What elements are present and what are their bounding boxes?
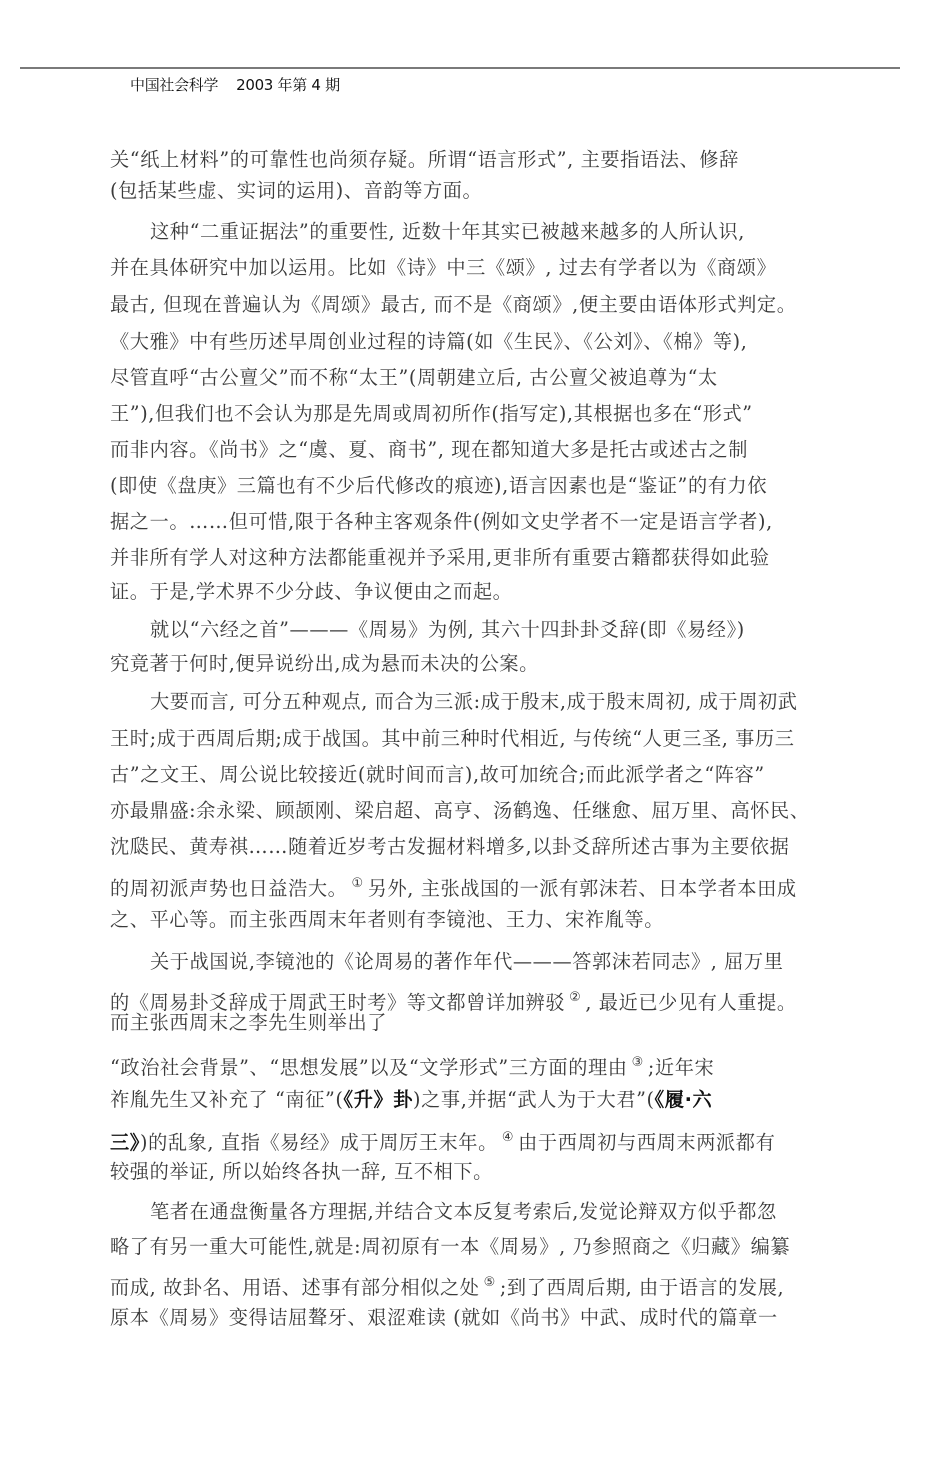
line-text: 大要而言, 可分五种观点, 而合为三派:成于殷末,成于殷末周初, 成于周初武 bbox=[150, 690, 798, 713]
line-text: (包括某些虚、实词的运用)、音韵等方面。 bbox=[110, 179, 483, 202]
bold-text: 《履·六 bbox=[654, 1088, 713, 1111]
text-line bbox=[110, 1050, 830, 1081]
footnote-marker: ④ bbox=[501, 1130, 515, 1145]
text-line bbox=[110, 726, 830, 752]
line-text: , 最近已少见有人重提。 bbox=[585, 991, 797, 1014]
line-text: 证。于是,学术界不少分歧、争议便由之而起。 bbox=[110, 580, 513, 603]
text-line bbox=[110, 365, 830, 391]
line-text: 并非所有学人对这种方法都能重视并予采用,更非所有重要古籍都获得如此验 bbox=[110, 546, 770, 569]
footnote-marker: ③ bbox=[631, 1055, 644, 1070]
text-line bbox=[150, 689, 870, 715]
text-line bbox=[110, 907, 830, 933]
text-line bbox=[110, 473, 830, 499]
text-line bbox=[110, 651, 830, 677]
text-line bbox=[150, 617, 870, 643]
text-line bbox=[150, 1199, 870, 1225]
text-line bbox=[110, 437, 830, 463]
text-line bbox=[110, 579, 830, 605]
text-line bbox=[110, 1270, 830, 1301]
line-text: 的周初派声势也日益浩大。 bbox=[110, 877, 348, 900]
line-text: )的乱象, 直指《易经》成于周厉王末年。 bbox=[139, 1131, 498, 1154]
footnote-marker: ⑤ bbox=[483, 1275, 496, 1290]
line-text: 王时;成于西周后期;成于战国。其中前三种时代相近, 与传统“人更三圣, 事历三 bbox=[110, 727, 795, 750]
text-line bbox=[110, 1125, 830, 1156]
text-line bbox=[110, 545, 830, 571]
line-text: 的《周易卦爻辞成于周武王时考》等文都曾详加辨驳 bbox=[110, 991, 566, 1014]
line-text: 另外, 主张战国的一派有郭沫若、日本学者本田成 bbox=[367, 877, 797, 900]
line-text: 较强的举证, 所以始终各执一辞, 互不相下。 bbox=[110, 1160, 493, 1183]
line-text: )之事,并据“武人为于大君”( bbox=[413, 1088, 655, 1111]
text-line bbox=[110, 509, 830, 535]
line-text: 由于西周初与西周末两派都有 bbox=[518, 1131, 776, 1154]
line-text: ;到了西周后期, 由于语言的发展, bbox=[499, 1276, 785, 1299]
line-text: 古”之文王、周公说比较接近(就时间而言),故可加统合;而此派学者之“阵容” bbox=[110, 763, 765, 786]
line-text: 并在具体研究中加以运用。比如《诗》中三《颂》, 过去有学者以为《商颂》 bbox=[110, 256, 777, 279]
text-line bbox=[110, 178, 830, 204]
line-text: ;近年宋 bbox=[647, 1056, 715, 1079]
line-text: 关“纸上材料”的可靠性也尚须存疑。所谓“语言形式”, 主要指语法、修辞 bbox=[110, 148, 739, 171]
text-line bbox=[150, 219, 870, 245]
text-line bbox=[110, 1087, 830, 1113]
line-text: 最古, 但现在普遍认为《周颂》最古, 而不是《商颂》,便主要由语体形式判定。 bbox=[110, 293, 797, 316]
line-text: 王”),但我们也不会认为那是先周或周初所作(指写定),其根据也多在“形式” bbox=[110, 402, 753, 425]
text-line bbox=[110, 292, 830, 318]
text-line bbox=[110, 1159, 830, 1185]
footnote-marker: ② bbox=[569, 990, 582, 1005]
line-text: 《大雅》中有些历述早周创业过程的诗篇(如《生民》、《公刘》、《棉》等), bbox=[110, 330, 748, 353]
text-line bbox=[110, 871, 830, 902]
line-text: 这种“二重证据法”的重要性, 近数十年其实已被越来越多的人所认识, bbox=[150, 220, 745, 243]
text-line bbox=[110, 798, 830, 824]
line-text: 亦最鼎盛:余永梁、顾颉刚、梁启超、高亨、汤鹤逸、任继愈、屈万里、高怀民、 bbox=[110, 799, 810, 822]
line-text: 祚胤先生又补充了 “南征”( bbox=[110, 1088, 344, 1111]
text-line bbox=[110, 1010, 830, 1036]
text-line bbox=[150, 949, 870, 975]
text-line bbox=[110, 1305, 830, 1331]
line-text: (即使《盘庚》三篇也有不少后代修改的痕迹),语言因素也是“鉴证”的有力依 bbox=[110, 474, 768, 497]
line-text: 而非内容。《尚书》之“虞、夏、商书”, 现在都知道大多是托古或述古之制 bbox=[110, 438, 749, 461]
text-line bbox=[110, 329, 830, 355]
line-text: 关于战国说,李镜池的《论周易的著作年代———答郭沫若同志》, 屈万里 bbox=[150, 950, 784, 973]
line-text: 就以“六经之首”———《周易》为例, 其六十四卦卦爻辞(即《易经》) bbox=[150, 618, 745, 641]
line-text: 沈瓞民、黄寿祺……随着近岁考古发掘材料增多,以卦爻辞所述古事为主要依据 bbox=[110, 835, 790, 858]
line-text: 究竟著于何时,便异说纷出,成为悬而未决的公案。 bbox=[110, 652, 539, 675]
text-line bbox=[110, 762, 830, 788]
bold-text: 三》 bbox=[110, 1131, 140, 1154]
line-text: “政治社会背景”、“思想发展”以及“文学形式”三方面的理由 bbox=[110, 1056, 628, 1079]
line-text: 之、平心等。而主张西周末年者则有李镜池、王力、宋祚胤等。 bbox=[110, 908, 665, 931]
line-text: 略了有另一重大可能性,就是:周初原有一本《周易》, 乃参照商之《归藏》编纂 bbox=[110, 1235, 791, 1258]
text-line bbox=[110, 255, 830, 281]
issue-label: 2003 年第 4 期 bbox=[236, 76, 340, 94]
text-line bbox=[110, 834, 830, 860]
line-text: 笔者在通盘衡量各方理据,并结合文本反复考索后,发觉论辩双方似乎都忽 bbox=[150, 1200, 777, 1223]
line-text: 而成, 故卦名、用语、述事有部分相似之处 bbox=[110, 1276, 480, 1299]
line-text: 据之一。……但可惜,限于各种主客观条件(例如文史学者不一定是语言学者), bbox=[110, 510, 773, 533]
running-head bbox=[130, 74, 340, 95]
text-line bbox=[110, 1234, 830, 1260]
journal-title: 中国社会科学 bbox=[130, 76, 219, 94]
footnote-marker: ① bbox=[351, 876, 364, 891]
line-text: 原本《周易》变得诘屈聱牙、艰涩难读 (就如《尚书》中武、成时代的篇章一 bbox=[110, 1306, 778, 1329]
line-text: 尽管直呼“古公亶父”而不称“太王”(周朝建立后, 古公亶父被追尊为“太 bbox=[110, 366, 718, 389]
line-text: 而主张西周末之李先生则举出了 bbox=[110, 1011, 388, 1034]
text-line bbox=[110, 401, 830, 427]
bold-text: 《升》卦 bbox=[343, 1088, 414, 1111]
header-rule bbox=[20, 67, 900, 69]
text-line bbox=[110, 147, 830, 173]
